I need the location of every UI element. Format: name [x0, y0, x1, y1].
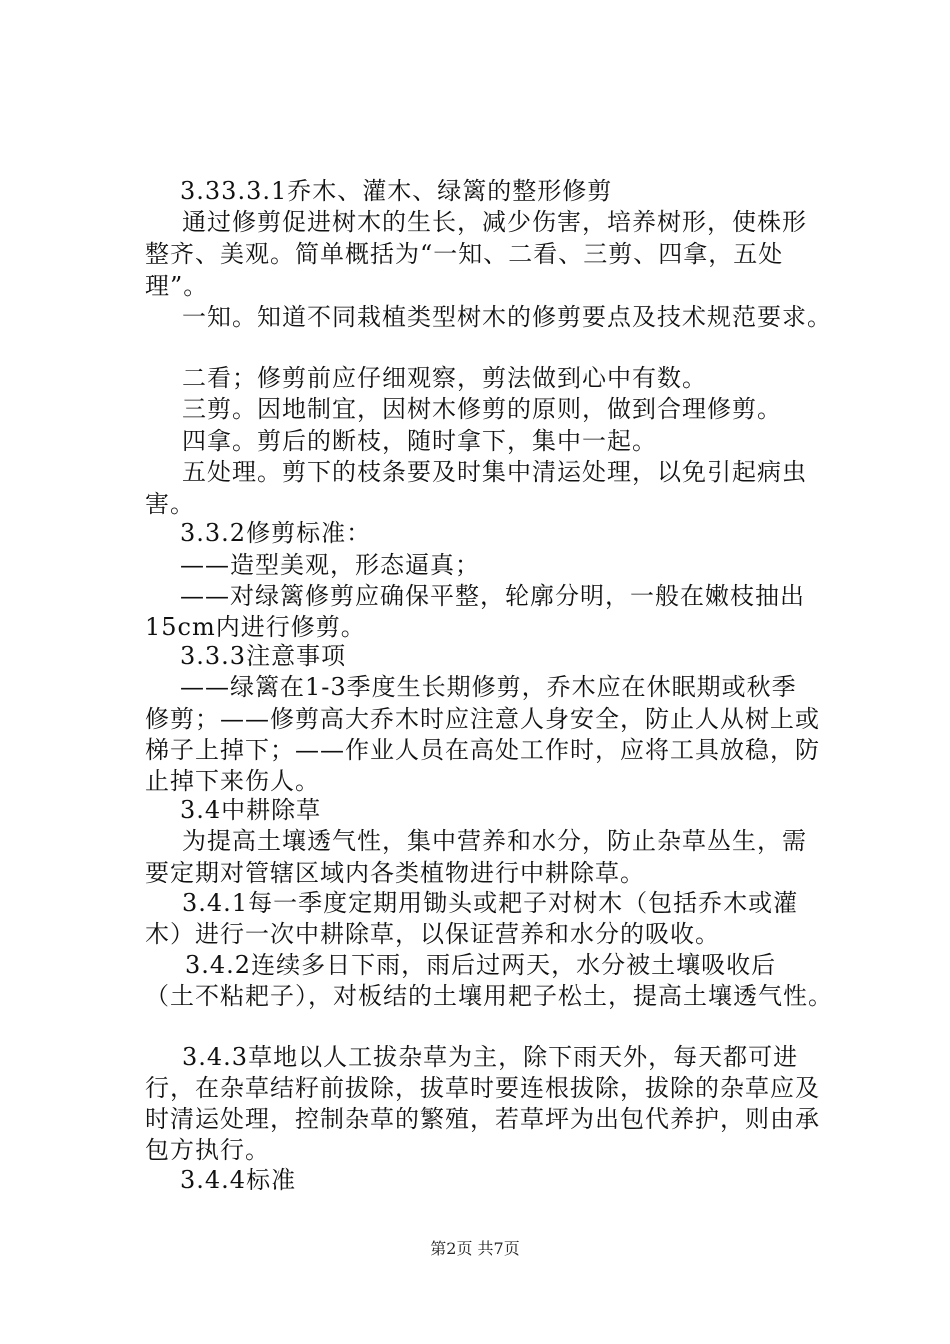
- page-number-footer: 第2页 共7页: [430, 1239, 520, 1258]
- paragraph-line: 理”。: [145, 272, 209, 300]
- paragraph-line: ——对绿篱修剪应确保平整，轮廓分明，一般在嫩枝抽出: [180, 582, 805, 610]
- paragraph-line: 包方执行。: [145, 1136, 270, 1164]
- paragraph-line: 三剪。因地制宜，因树木修剪的原则，做到合理修剪。: [182, 395, 782, 423]
- paragraph-line: ——绿篱在1-3季度生长期修剪，乔木应在休眠期或秋季: [180, 673, 797, 701]
- paragraph-line: （土不粘耙子），对板结的土壤用耙子松土，提高土壤透气性。: [145, 982, 833, 1010]
- paragraph-line: 3.4.3草地以人工拔杂草为主，除下雨天外，每天都可进: [182, 1043, 799, 1071]
- paragraph-line: 3.4.2连续多日下雨，雨后过两天，水分被土壤吸收后: [185, 951, 777, 979]
- paragraph-line: 时清运处理，控制杂草的繁殖，若草坪为出包代养护，则由承: [145, 1105, 820, 1133]
- paragraph-line: ——造型美观，形态逼真；: [180, 551, 480, 579]
- section-heading: 3.3.2修剪标准：: [180, 519, 372, 547]
- paragraph-line: 五处理。剪下的枝条要及时集中清运处理，以免引起病虫: [182, 458, 807, 486]
- paragraph-line: 为提高土壤透气性，集中营养和水分，防止杂草丛生，需: [182, 827, 807, 855]
- paragraph-line: 要定期对管辖区域内各类植物进行中耕除草。: [145, 859, 645, 887]
- paragraph-line: 通过修剪促进树木的生长，减少伤害，培养树形，使株形: [182, 208, 807, 236]
- paragraph-line: 害。: [145, 490, 195, 518]
- section-heading: 3.4.4标准: [180, 1166, 297, 1194]
- paragraph-line: 梯子上掉下；——作业人员在高处工作时，应将工具放稳，防: [145, 736, 820, 764]
- paragraph-line: 3.4.1每一季度定期用锄头或耙子对树木（包括乔木或灌: [182, 889, 799, 917]
- paragraph-line: 一知。知道不同栽植类型树木的修剪要点及技术规范要求。: [182, 303, 832, 331]
- section-heading: 3.4中耕除草: [180, 796, 322, 824]
- paragraph-line: 木）进行一次中耕除草，以保证营养和水分的吸收。: [145, 920, 720, 948]
- section-heading: 3.33.3.1乔木、灌木、绿篱的整形修剪: [180, 177, 613, 205]
- paragraph-line: 整齐、美观。简单概括为“一知、二看、三剪、四拿，五处: [145, 240, 784, 268]
- paragraph-line: 四拿。剪后的断枝，随时拿下，集中一起。: [182, 427, 657, 455]
- paragraph-line: 止掉下来伤人。: [145, 767, 320, 795]
- paragraph-line: 行，在杂草结籽前拔除，拔草时要连根拔除，拔除的杂草应及: [145, 1074, 820, 1102]
- paragraph-line: 15cm内进行修剪。: [145, 613, 366, 641]
- section-heading: 3.3.3注意事项: [180, 642, 347, 670]
- paragraph-line: 修剪；——修剪高大乔木时应注意人身安全，防止人从树上或: [145, 705, 820, 733]
- paragraph-line: 二看；修剪前应仔细观察，剪法做到心中有数。: [182, 364, 707, 392]
